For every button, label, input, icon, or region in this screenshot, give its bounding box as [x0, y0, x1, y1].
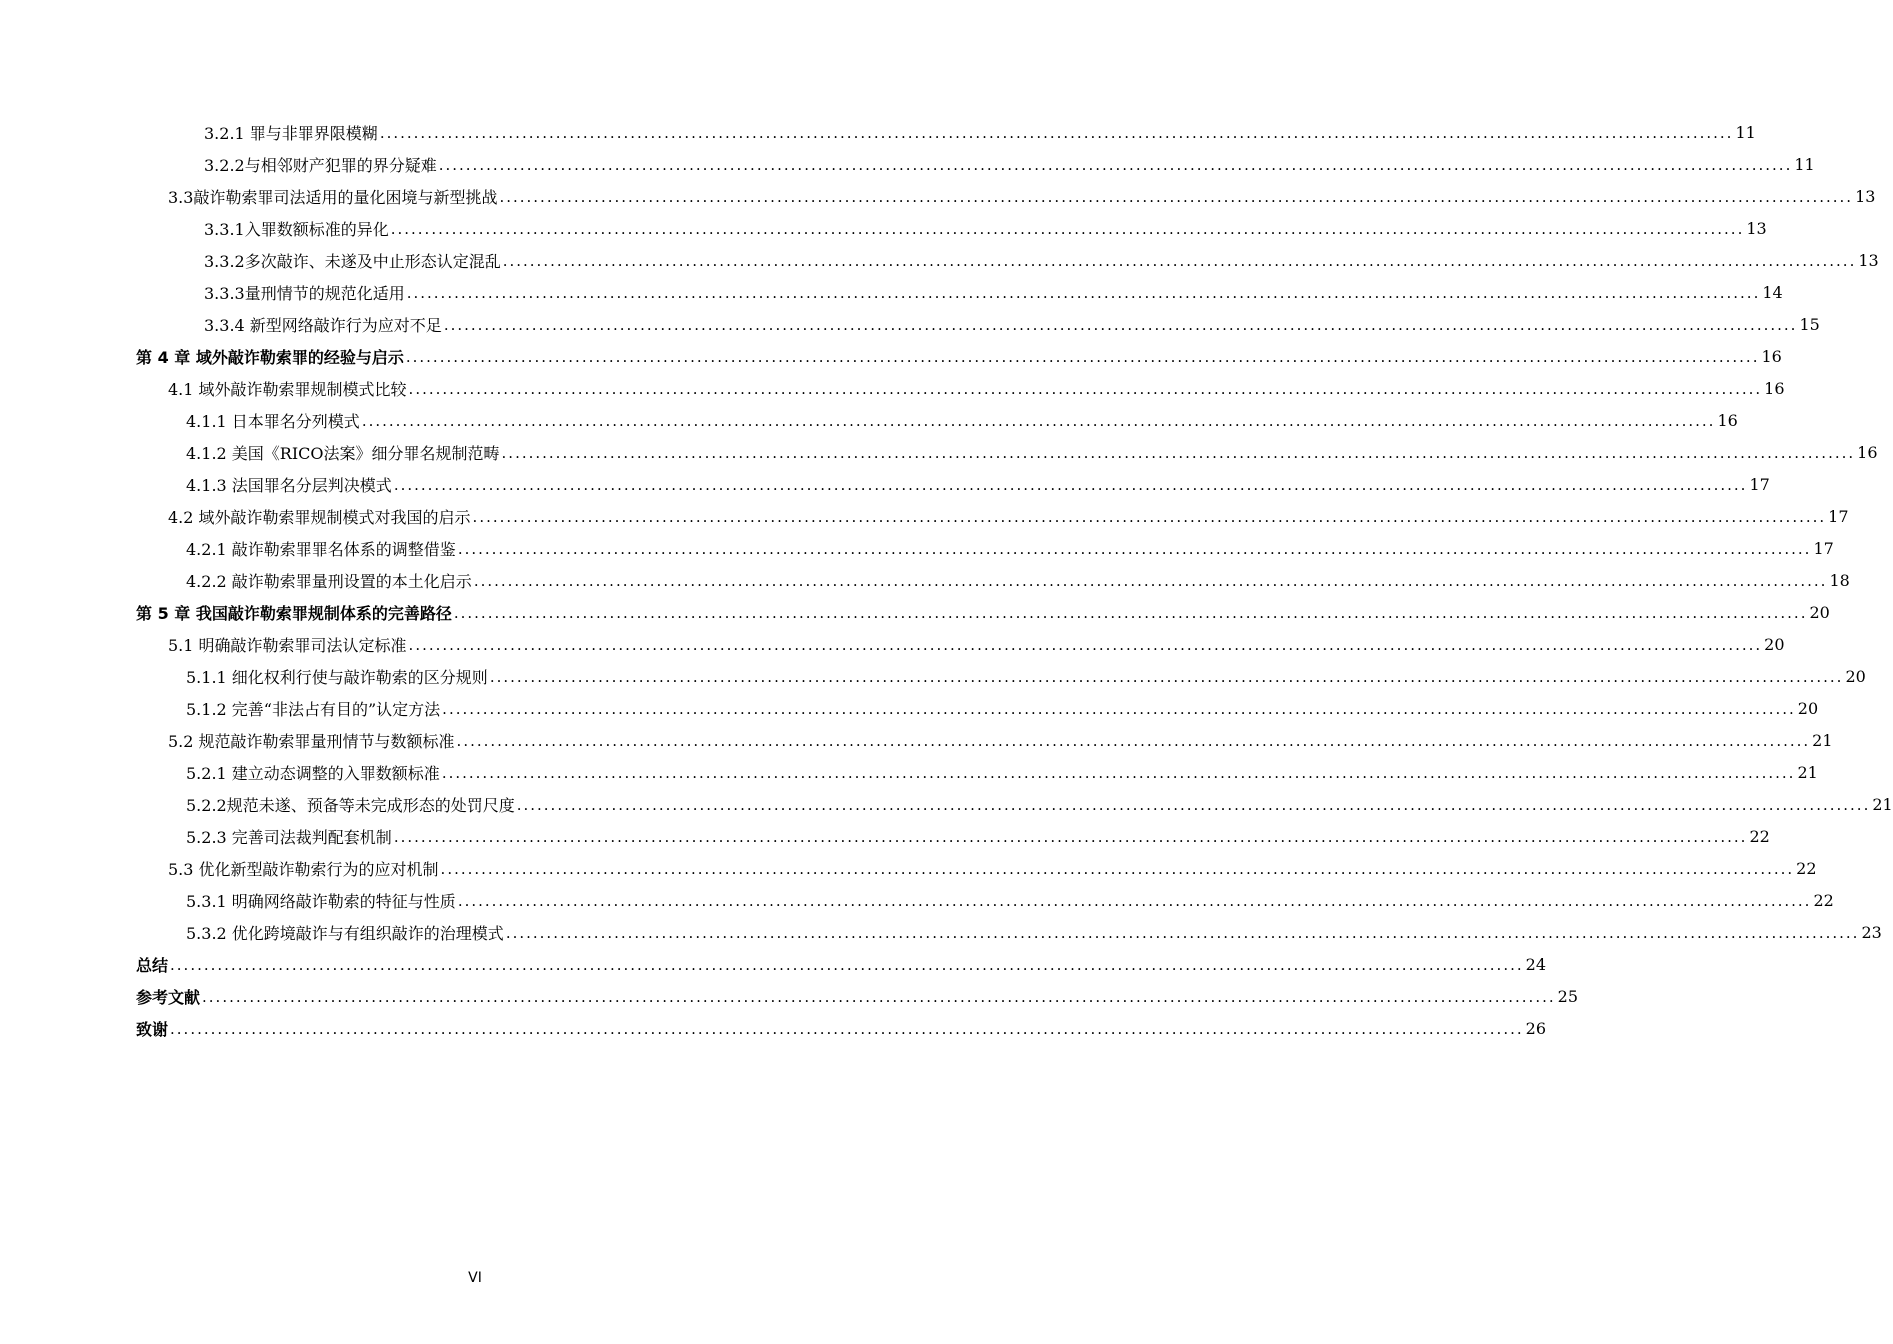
toc-entry-title: 4.1 域外敲诈勒索罪规制模式比较: [168, 379, 407, 399]
toc-leader-dots: ........................................................................................................................................................................................................: [393, 475, 1748, 494]
toc-entry[interactable]: [0, 500, 1849, 532]
toc-entry-title: 参考文献: [136, 987, 201, 1007]
toc-entry-title: 5.2.2规范未遂、预备等未完成形态的处罚尺度: [186, 795, 515, 815]
toc-entry-page: 21: [1872, 794, 1893, 814]
toc-entry[interactable]: [0, 276, 1783, 308]
toc-entry-title: 第 5 章 我国敲诈勒索罪规制体系的完善路径: [136, 603, 452, 623]
toc-entry-page: 25: [1557, 986, 1578, 1006]
toc-entry-title: 致谢: [136, 1019, 169, 1039]
toc-entry-title: 5.2 规范敲诈勒索罪量刑情节与数额标准: [168, 731, 455, 751]
toc-leader-dots: ........................................................................................................................................................................................................: [501, 443, 1856, 462]
toc-entry[interactable]: [0, 564, 1850, 596]
page-number: VI: [468, 1270, 482, 1286]
toc-entry-title: 4.2.1 敲诈勒索罪罪名体系的调整借鉴: [186, 539, 456, 559]
table-of-contents: [0, 116, 1893, 1044]
toc-entry-page: 13: [1746, 218, 1767, 238]
toc-leader-dots: ........................................................................................................................................................................................................: [390, 219, 1745, 238]
toc-leader-dots: ........................................................................................................................................................................................................: [502, 251, 1857, 270]
toc-entry-page: 22: [1813, 890, 1834, 910]
toc-leader-dots: ........................................................................................................................................................................................................: [361, 411, 1716, 430]
toc-leader-dots: ........................................................................................................................................................................................................: [473, 571, 1828, 590]
toc-leader-dots: ........................................................................................................................................................................................................: [453, 603, 1808, 622]
toc-leader-dots: ........................................................................................................................................................................................................: [405, 347, 1760, 366]
toc-entry[interactable]: [0, 180, 1876, 212]
toc-entry[interactable]: [0, 244, 1879, 276]
toc-entry-page: 20: [1797, 698, 1819, 718]
toc-entry-page: 18: [1829, 570, 1850, 590]
toc-entry-title: 4.1.1 日本罪名分列模式: [186, 411, 360, 431]
toc-entry-title: 3.3.2多次敲诈、未遂及中止形态认定混乱: [204, 251, 501, 271]
toc-entry[interactable]: [0, 148, 1815, 180]
toc-entry-page: 21: [1797, 762, 1818, 782]
toc-entry[interactable]: [0, 468, 1770, 500]
toc-entry-title: 3.3敲诈勒索罪司法适用的量化困境与新型挑战: [168, 187, 498, 207]
toc-entry[interactable]: [0, 948, 1546, 980]
toc-leader-dots: ........................................................................................................................................................................................................: [456, 731, 1811, 750]
toc-entry[interactable]: [0, 308, 1820, 340]
toc-entry-title: 4.2 域外敲诈勒索罪规制模式对我国的启示: [168, 507, 471, 527]
toc-entry[interactable]: [0, 340, 1782, 372]
toc-entry-page: 22: [1749, 826, 1770, 846]
toc-entry-page: 23: [1861, 922, 1882, 942]
toc-entry-title: 3.3.3量刑情节的规范化适用: [204, 283, 405, 303]
toc-entry[interactable]: [0, 1012, 1546, 1044]
toc-leader-dots: ........................................................................................................................................................................................................: [489, 667, 1844, 686]
toc-entry[interactable]: [0, 532, 1834, 564]
toc-leader-dots: ........................................................................................................................................................................................................: [457, 539, 1812, 558]
toc-leader-dots: ........................................................................................................................................................................................................: [408, 379, 1763, 398]
toc-entry-title: 4.1.3 法国罪名分层判决模式: [186, 475, 392, 495]
toc-leader-dots: ........................................................................................................................................................................................................: [379, 123, 1734, 142]
toc-entry-title: 5.2.1 建立动态调整的入罪数额标准: [186, 763, 440, 783]
toc-entry-title: 4.2.2 敲诈勒索罪量刑设置的本土化启示: [186, 571, 472, 591]
toc-entry[interactable]: [0, 372, 1785, 404]
toc-leader-dots: ........................................................................................................................................................................................................: [408, 635, 1763, 654]
toc-entry-title: 5.1.2 完善“非法占有目的”认定方法: [186, 699, 441, 719]
toc-entry-page: 24: [1525, 954, 1546, 974]
toc-entry-page: 11: [1794, 154, 1815, 174]
toc-entry-page: 17: [1813, 538, 1834, 558]
toc-entry[interactable]: [0, 916, 1882, 948]
toc-entry-title: 3.3.4 新型网络敲诈行为应对不足: [204, 315, 442, 335]
toc-entry[interactable]: [0, 660, 1866, 692]
toc-leader-dots: ........................................................................................................................................................................................................: [170, 955, 1524, 974]
toc-entry[interactable]: [0, 724, 1833, 756]
toc-entry-page: 26: [1525, 1018, 1546, 1038]
toc-entry-title: 第 4 章 域外敲诈勒索罪的经验与启示: [136, 347, 404, 367]
toc-entry-page: 21: [1812, 730, 1833, 750]
toc-leader-dots: ........................................................................................................................................................................................................: [442, 699, 1796, 718]
toc-entry-title: 3.2.2与相邻财产犯罪的界分疑难: [204, 155, 437, 175]
toc-entry-title: 5.1 明确敲诈勒索罪司法认定标准: [168, 635, 407, 655]
toc-entry[interactable]: [0, 628, 1785, 660]
toc-entry-page: 13: [1855, 186, 1876, 206]
toc-entry[interactable]: [0, 852, 1817, 884]
toc-leader-dots: ........................................................................................................................................................................................................: [505, 923, 1860, 942]
toc-leader-dots: ........................................................................................................................................................................................................: [441, 763, 1796, 782]
toc-leader-dots: ........................................................................................................................................................................................................: [440, 859, 1795, 878]
toc-entry-page: 15: [1799, 314, 1820, 334]
toc-entry[interactable]: [0, 436, 1878, 468]
toc-entry-title: 5.3.1 明确网络敲诈勒索的特征与性质: [186, 891, 456, 911]
toc-entry-page: 20: [1845, 666, 1866, 686]
toc-entry-title: 总结: [136, 955, 169, 975]
toc-entry-title: 5.1.1 细化权利行使与敲诈勒索的区分规则: [186, 667, 488, 687]
toc-entry[interactable]: [0, 404, 1738, 436]
toc-entry[interactable]: [0, 820, 1770, 852]
toc-entry-title: 5.3 优化新型敲诈勒索行为的应对机制: [168, 859, 439, 879]
toc-entry-page: 16: [1717, 410, 1738, 430]
toc-entry[interactable]: [0, 596, 1830, 628]
toc-entry[interactable]: [0, 788, 1893, 820]
toc-entry-page: 11: [1735, 122, 1756, 142]
toc-leader-dots: ........................................................................................................................................................................................................: [438, 155, 1793, 174]
toc-entry-page: 14: [1762, 282, 1783, 302]
toc-entry-title: 3.3.1入罪数额标准的异化: [204, 219, 389, 239]
toc-leader-dots: ........................................................................................................................................................................................................: [499, 187, 1854, 206]
toc-leader-dots: ........................................................................................................................................................................................................: [393, 827, 1748, 846]
toc-entry-page: 16: [1761, 346, 1782, 366]
toc-entry[interactable]: [0, 756, 1818, 788]
toc-entry[interactable]: [0, 980, 1578, 1012]
toc-entry-page: 16: [1857, 442, 1878, 462]
toc-leader-dots: ........................................................................................................................................................................................................: [170, 1019, 1524, 1038]
toc-entry-page: 17: [1828, 506, 1849, 526]
toc-leader-dots: ........................................................................................................................................................................................................: [202, 987, 1556, 1006]
toc-leader-dots: ........................................................................................................................................................................................................: [472, 507, 1827, 526]
toc-entry-page: 22: [1796, 858, 1817, 878]
toc-entry[interactable]: [0, 692, 1819, 724]
toc-entry-page: 16: [1764, 378, 1785, 398]
toc-entry-page: 17: [1749, 474, 1770, 494]
toc-entry-page: 20: [1764, 634, 1785, 654]
toc-entry-title: 5.2.3 完善司法裁判配套机制: [186, 827, 392, 847]
toc-entry[interactable]: [0, 212, 1767, 244]
toc-entry-page: 13: [1858, 250, 1879, 270]
toc-entry-title: 5.3.2 优化跨境敲诈与有组织敲诈的治理模式: [186, 923, 504, 943]
toc-entry-title: 3.2.1 罪与非罪界限模糊: [204, 123, 378, 143]
toc-entry[interactable]: [0, 116, 1756, 148]
toc-leader-dots: ........................................................................................................................................................................................................: [406, 283, 1761, 302]
toc-leader-dots: ........................................................................................................................................................................................................: [457, 891, 1812, 910]
toc-entry[interactable]: [0, 884, 1834, 916]
toc-entry-page: 20: [1809, 602, 1830, 622]
toc-leader-dots: ........................................................................................................................................................................................................: [516, 795, 1871, 814]
toc-entry-title: 4.1.2 美国《RICO法案》细分罪名规制范畴: [186, 443, 500, 463]
toc-leader-dots: ........................................................................................................................................................................................................: [443, 315, 1798, 334]
